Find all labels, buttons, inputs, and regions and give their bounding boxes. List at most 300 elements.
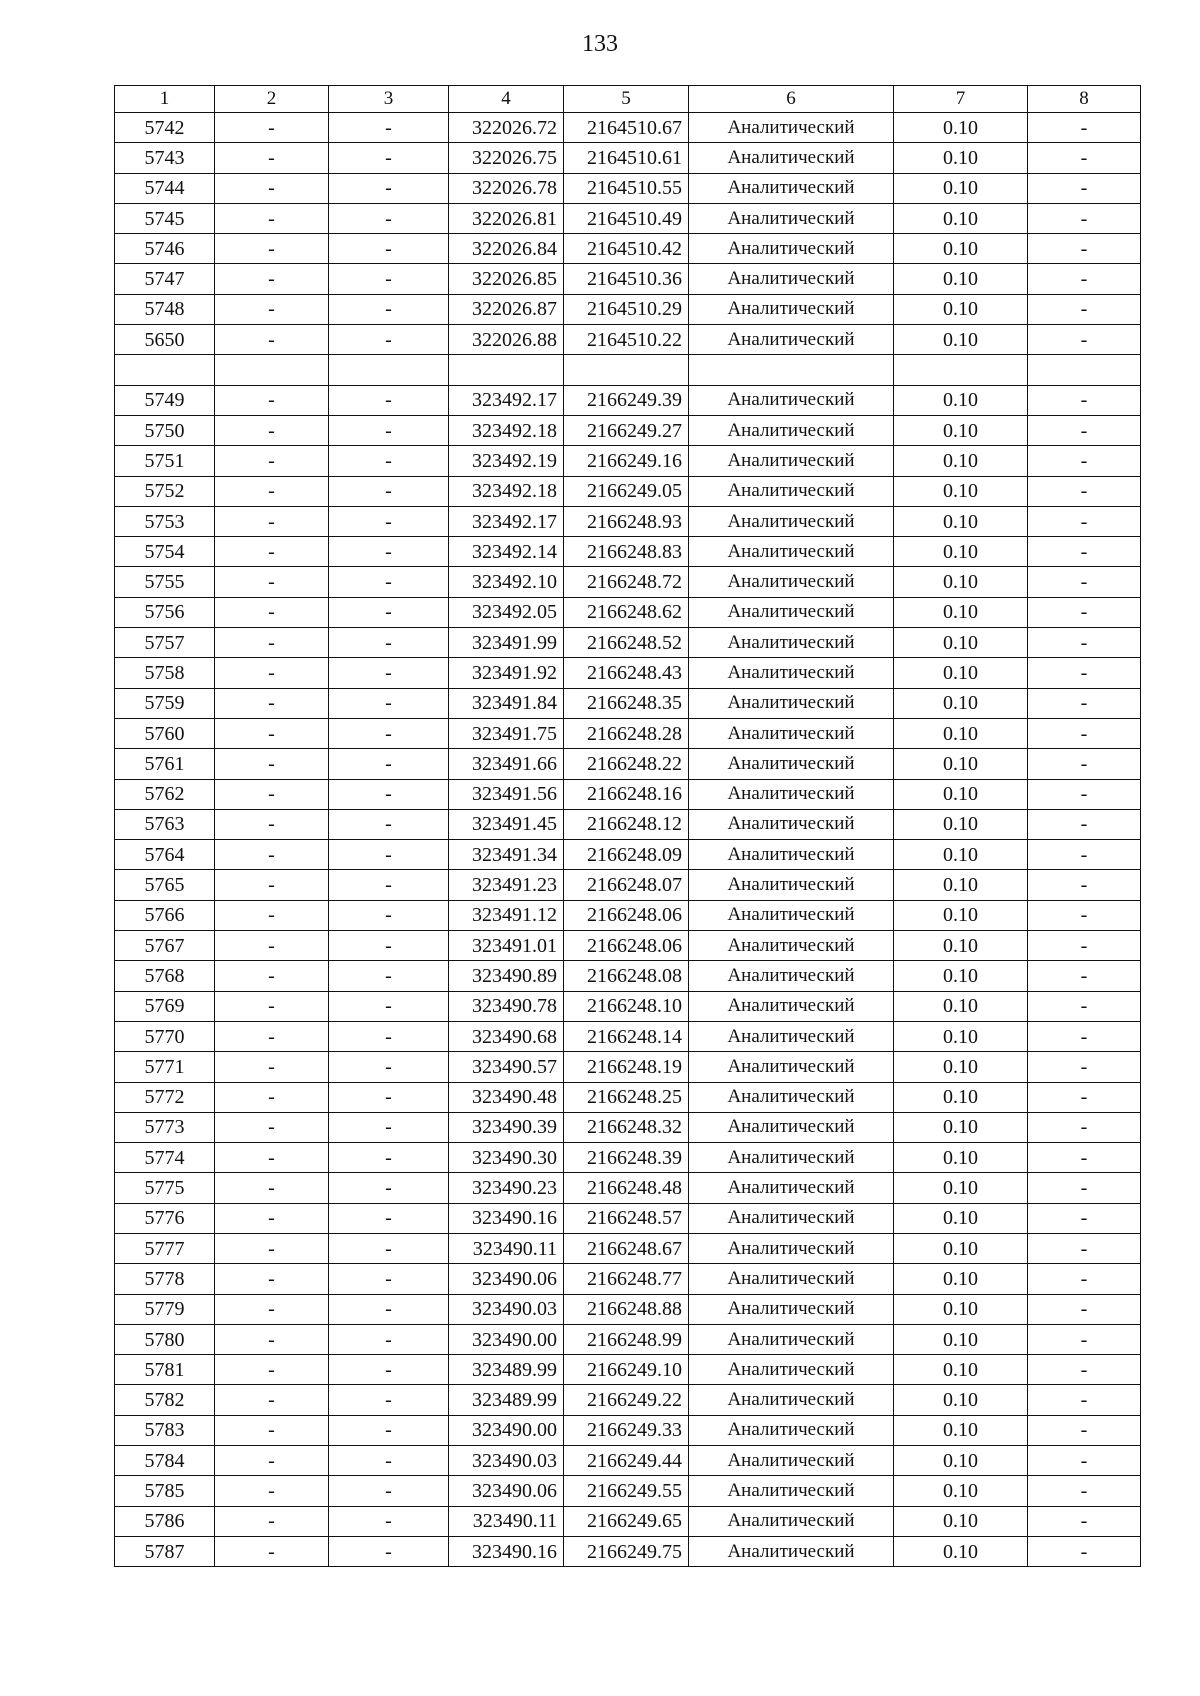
table-cell: Аналитический [689, 1294, 894, 1324]
table-cell: - [1028, 840, 1141, 870]
table-cell: - [329, 1385, 449, 1415]
table-cell: - [329, 658, 449, 688]
table-cell: - [329, 1021, 449, 1051]
table-cell: - [215, 900, 329, 930]
table-row [115, 597, 1141, 627]
column-header: 6 [689, 86, 894, 113]
table-cell: - [215, 1324, 329, 1354]
table-cell: 5751 [115, 446, 215, 476]
table-cell: 0.10 [894, 1506, 1028, 1536]
table-cell: 5781 [115, 1355, 215, 1385]
table-cell: - [1028, 870, 1141, 900]
table-cell: - [329, 900, 449, 930]
table-cell: - [329, 1446, 449, 1476]
table-cell: - [329, 809, 449, 839]
table-cell: 2166249.10 [564, 1355, 689, 1385]
table-cell: Аналитический [689, 1112, 894, 1142]
table-cell: - [329, 1143, 449, 1173]
table-cell: 5754 [115, 537, 215, 567]
table-cell: 0.10 [894, 809, 1028, 839]
table-cell: 0.10 [894, 931, 1028, 961]
table-row [115, 1112, 1141, 1142]
table-cell: 2164510.22 [564, 325, 689, 355]
table-row [115, 1082, 1141, 1112]
table-row [115, 113, 1141, 143]
table-cell: 0.10 [894, 446, 1028, 476]
table-cell: - [329, 991, 449, 1021]
coordinates-table [114, 85, 1141, 1567]
table-cell: 2164510.42 [564, 234, 689, 264]
table-cell: Аналитический [689, 385, 894, 415]
table-cell: Аналитический [689, 506, 894, 536]
table-cell: 0.10 [894, 749, 1028, 779]
table-cell: Аналитический [689, 779, 894, 809]
table-cell: 2166248.72 [564, 567, 689, 597]
table-cell: - [215, 961, 329, 991]
table-row [115, 1506, 1141, 1536]
table-cell: 5761 [115, 749, 215, 779]
table-cell: 2166248.99 [564, 1324, 689, 1354]
table-cell: 0.10 [894, 1082, 1028, 1112]
table-cell: 323492.14 [449, 537, 564, 567]
table-cell: 0.10 [894, 294, 1028, 324]
table-row [115, 1021, 1141, 1051]
table-cell: 323490.11 [449, 1506, 564, 1536]
table-cell: 323489.99 [449, 1355, 564, 1385]
table-cell: 2166248.48 [564, 1173, 689, 1203]
table-cell: 323490.00 [449, 1415, 564, 1445]
table-cell: - [215, 143, 329, 173]
table-cell: 323490.57 [449, 1052, 564, 1082]
table-cell: 2166249.33 [564, 1415, 689, 1445]
table-cell: - [1028, 1112, 1141, 1142]
table-cell [564, 355, 689, 385]
table-cell: 5764 [115, 840, 215, 870]
table-cell: - [215, 840, 329, 870]
table-cell: - [1028, 415, 1141, 445]
table-cell: - [215, 1385, 329, 1415]
table-cell: - [215, 567, 329, 597]
table-cell: 2166249.27 [564, 415, 689, 445]
table-cell: 2166248.62 [564, 597, 689, 627]
table-cell: 5758 [115, 658, 215, 688]
table-row [115, 991, 1141, 1021]
table-cell: Аналитический [689, 567, 894, 597]
table-cell: 323490.03 [449, 1446, 564, 1476]
table-cell: - [329, 1324, 449, 1354]
table-cell: - [329, 143, 449, 173]
table-cell: - [215, 446, 329, 476]
table-cell: 2164510.29 [564, 294, 689, 324]
table-cell: Аналитический [689, 900, 894, 930]
table-cell: 0.10 [894, 870, 1028, 900]
table-row [115, 749, 1141, 779]
table-cell: Аналитический [689, 870, 894, 900]
table-cell: - [215, 173, 329, 203]
table-cell: 5777 [115, 1233, 215, 1263]
table-cell: Аналитический [689, 1203, 894, 1233]
table-cell: - [1028, 203, 1141, 233]
table-cell: - [1028, 931, 1141, 961]
table-cell: 322026.78 [449, 173, 564, 203]
table-cell: - [329, 931, 449, 961]
table-cell: 5763 [115, 809, 215, 839]
table-cell: - [1028, 779, 1141, 809]
table-cell: - [215, 1264, 329, 1294]
table-row [115, 1294, 1141, 1324]
table-cell: - [329, 1294, 449, 1324]
table-row [115, 1415, 1141, 1445]
table-cell: 5753 [115, 506, 215, 536]
table-cell: Аналитический [689, 264, 894, 294]
table-row [115, 537, 1141, 567]
table-row [115, 446, 1141, 476]
table-cell: 2166248.14 [564, 1021, 689, 1051]
table-cell [894, 355, 1028, 385]
table-cell [215, 355, 329, 385]
table-cell: - [329, 1264, 449, 1294]
table-cell: 5783 [115, 1415, 215, 1445]
table-cell: 5750 [115, 415, 215, 445]
table-row [115, 415, 1141, 445]
table-cell: 0.10 [894, 1446, 1028, 1476]
table-cell: - [329, 597, 449, 627]
table-cell: Аналитический [689, 1506, 894, 1536]
table-cell: 5746 [115, 234, 215, 264]
table-row [115, 1203, 1141, 1233]
table-row [115, 1052, 1141, 1082]
table-cell: - [215, 749, 329, 779]
table-cell: 2166249.39 [564, 385, 689, 415]
table-cell: 5745 [115, 203, 215, 233]
table-cell: 0.10 [894, 476, 1028, 506]
table-cell: Аналитический [689, 446, 894, 476]
table-cell: - [1028, 749, 1141, 779]
table-cell: 0.10 [894, 506, 1028, 536]
table-cell: - [215, 1052, 329, 1082]
table-row [115, 931, 1141, 961]
table-cell: - [1028, 991, 1141, 1021]
table-row [115, 1536, 1141, 1566]
table-cell: - [1028, 1415, 1141, 1445]
table-cell: - [215, 325, 329, 355]
table-cell: 2164510.36 [564, 264, 689, 294]
table-cell: - [1028, 1203, 1141, 1233]
table-cell: - [329, 415, 449, 445]
table-cell: - [215, 628, 329, 658]
table-row [115, 688, 1141, 718]
table-cell: - [329, 113, 449, 143]
table-cell: - [1028, 1082, 1141, 1112]
table-cell: - [1028, 1173, 1141, 1203]
table-cell: 0.10 [894, 1476, 1028, 1506]
table-cell: 322026.87 [449, 294, 564, 324]
table-cell: Аналитический [689, 203, 894, 233]
table-cell: 2166249.65 [564, 1506, 689, 1536]
table-cell: 2164510.49 [564, 203, 689, 233]
table-cell: 5768 [115, 961, 215, 991]
table-cell: Аналитический [689, 113, 894, 143]
table-cell [449, 355, 564, 385]
column-header: 4 [449, 86, 564, 113]
table-cell: - [329, 567, 449, 597]
table-cell: 323490.89 [449, 961, 564, 991]
table-cell: - [1028, 688, 1141, 718]
table-cell: Аналитический [689, 1143, 894, 1173]
table-cell: 2166249.44 [564, 1446, 689, 1476]
page-number: 133 [582, 31, 618, 57]
table-cell: 322026.75 [449, 143, 564, 173]
table-cell: - [215, 203, 329, 233]
table-cell: - [1028, 718, 1141, 748]
table-cell: Аналитический [689, 476, 894, 506]
table-cell: 5775 [115, 1173, 215, 1203]
column-header: 3 [329, 86, 449, 113]
table-row [115, 506, 1141, 536]
table-cell: - [1028, 1355, 1141, 1385]
table-cell: 323491.99 [449, 628, 564, 658]
table-cell: 5767 [115, 931, 215, 961]
table-cell: Аналитический [689, 415, 894, 445]
table-cell: - [329, 446, 449, 476]
table-row [115, 234, 1141, 264]
table-row [115, 840, 1141, 870]
table-cell: Аналитический [689, 1385, 894, 1415]
table-cell: - [1028, 385, 1141, 415]
table-cell: 323492.10 [449, 567, 564, 597]
table-cell: 323491.45 [449, 809, 564, 839]
table-cell: - [329, 476, 449, 506]
table-cell: 2164510.55 [564, 173, 689, 203]
table-cell: 2166249.55 [564, 1476, 689, 1506]
table-cell: - [215, 1173, 329, 1203]
table-cell: 323489.99 [449, 1385, 564, 1415]
table-cell: Аналитический [689, 840, 894, 870]
table-cell: 0.10 [894, 234, 1028, 264]
table-cell: 2166248.52 [564, 628, 689, 658]
table-row [115, 809, 1141, 839]
table-cell: - [329, 870, 449, 900]
table-cell: 5755 [115, 567, 215, 597]
table-cell: - [1028, 1476, 1141, 1506]
table-cell: - [215, 1143, 329, 1173]
table-cell: 0.10 [894, 1385, 1028, 1415]
table-cell: - [1028, 325, 1141, 355]
table-cell: - [215, 1536, 329, 1566]
table-cell: Аналитический [689, 1082, 894, 1112]
table-row [115, 870, 1141, 900]
table-cell: - [1028, 1536, 1141, 1566]
table-cell: 0.10 [894, 840, 1028, 870]
table-cell: 0.10 [894, 113, 1028, 143]
table-cell: Аналитический [689, 1415, 894, 1445]
table-cell: 5766 [115, 900, 215, 930]
table-cell: 323490.03 [449, 1294, 564, 1324]
table-cell: 0.10 [894, 1233, 1028, 1263]
table-cell: - [215, 597, 329, 627]
table-cell: - [215, 234, 329, 264]
table-header-row [115, 86, 1141, 113]
table-cell: 0.10 [894, 718, 1028, 748]
table-cell: 322026.72 [449, 113, 564, 143]
table-cell: 2166248.06 [564, 931, 689, 961]
table-row [115, 1476, 1141, 1506]
table-cell: 2166249.16 [564, 446, 689, 476]
table-cell: 0.10 [894, 1264, 1028, 1294]
table-row [115, 476, 1141, 506]
table-cell: - [1028, 143, 1141, 173]
table-cell: 2166248.19 [564, 1052, 689, 1082]
table-cell: 322026.88 [449, 325, 564, 355]
table-cell: - [215, 809, 329, 839]
table-cell: 5780 [115, 1324, 215, 1354]
table-cell: 323492.17 [449, 385, 564, 415]
table-cell: - [215, 931, 329, 961]
table-cell: 323490.23 [449, 1173, 564, 1203]
table-cell: - [1028, 1052, 1141, 1082]
table-cell: 0.10 [894, 658, 1028, 688]
table-cell: - [215, 1415, 329, 1445]
table-cell: - [1028, 294, 1141, 324]
table-cell: 323491.92 [449, 658, 564, 688]
table-cell: Аналитический [689, 173, 894, 203]
table-row [115, 203, 1141, 233]
table-cell: 0.10 [894, 1112, 1028, 1142]
table-cell: - [215, 294, 329, 324]
table-cell: 2166248.22 [564, 749, 689, 779]
table-cell: 0.10 [894, 991, 1028, 1021]
table-cell: 2166248.12 [564, 809, 689, 839]
table-cell: 323490.16 [449, 1536, 564, 1566]
table-cell: - [329, 840, 449, 870]
table-cell: 0.10 [894, 1052, 1028, 1082]
table-cell: 5762 [115, 779, 215, 809]
table-cell: - [329, 628, 449, 658]
table-cell: Аналитический [689, 688, 894, 718]
table-cell: Аналитический [689, 537, 894, 567]
table-cell: 2166248.07 [564, 870, 689, 900]
table-cell: 323492.19 [449, 446, 564, 476]
table-cell: - [215, 991, 329, 1021]
table-cell: - [1028, 537, 1141, 567]
table-cell: - [329, 1052, 449, 1082]
table-cell: - [1028, 264, 1141, 294]
table-cell: 323491.01 [449, 931, 564, 961]
table-cell: 323490.11 [449, 1233, 564, 1263]
table-cell: 323492.17 [449, 506, 564, 536]
table-row [115, 718, 1141, 748]
table-cell: 2166249.05 [564, 476, 689, 506]
table-cell: Аналитический [689, 1052, 894, 1082]
table-cell: - [1028, 234, 1141, 264]
table-cell: 0.10 [894, 567, 1028, 597]
table-cell: 5785 [115, 1476, 215, 1506]
table-cell: Аналитический [689, 325, 894, 355]
table-row [115, 143, 1141, 173]
table-cell: Аналитический [689, 1476, 894, 1506]
table-row [115, 264, 1141, 294]
table-cell: 0.10 [894, 597, 1028, 627]
table-row [115, 1355, 1141, 1385]
table-cell: 2166248.67 [564, 1233, 689, 1263]
table-cell: Аналитический [689, 1355, 894, 1385]
table-row [115, 779, 1141, 809]
table-cell: 0.10 [894, 1415, 1028, 1445]
table-cell: 5756 [115, 597, 215, 627]
table-cell: 0.10 [894, 1143, 1028, 1173]
table-cell: - [329, 173, 449, 203]
table-cell: 2164510.61 [564, 143, 689, 173]
table-cell: 323492.05 [449, 597, 564, 627]
table-cell: - [1028, 1021, 1141, 1051]
table-cell: 5787 [115, 1536, 215, 1566]
table-cell: - [215, 1294, 329, 1324]
table-cell: 323492.18 [449, 476, 564, 506]
table-cell: - [215, 506, 329, 536]
table-row [115, 658, 1141, 688]
table-cell: - [1028, 476, 1141, 506]
table-cell: - [1028, 658, 1141, 688]
table-cell: - [215, 1506, 329, 1536]
table-cell: 5744 [115, 173, 215, 203]
table-cell: Аналитический [689, 628, 894, 658]
table-row [115, 1143, 1141, 1173]
table-cell: - [215, 415, 329, 445]
table-cell: - [215, 1476, 329, 1506]
table-cell [689, 355, 894, 385]
table-cell: 2166248.35 [564, 688, 689, 718]
table-cell: 0.10 [894, 1021, 1028, 1051]
table-cell: 2166248.43 [564, 658, 689, 688]
table-cell: 2166248.83 [564, 537, 689, 567]
table-cell: - [1028, 628, 1141, 658]
table-row [115, 900, 1141, 930]
table-cell: Аналитический [689, 1446, 894, 1476]
table-cell: - [329, 1506, 449, 1536]
table-cell: 2166248.25 [564, 1082, 689, 1112]
table-row [115, 1264, 1141, 1294]
table-cell: Аналитический [689, 658, 894, 688]
table-cell: - [1028, 1385, 1141, 1415]
table-cell: 5771 [115, 1052, 215, 1082]
table-cell: - [1028, 961, 1141, 991]
table-cell: - [329, 1536, 449, 1566]
table-cell: Аналитический [689, 1021, 894, 1051]
table-cell: 323491.34 [449, 840, 564, 870]
table-cell: Аналитический [689, 1173, 894, 1203]
column-header: 8 [1028, 86, 1141, 113]
table-cell: Аналитический [689, 809, 894, 839]
table-cell: - [329, 779, 449, 809]
table-cell: - [1028, 113, 1141, 143]
table-row [115, 628, 1141, 658]
table-cell: - [329, 264, 449, 294]
table-cell: 5743 [115, 143, 215, 173]
table-cell: - [1028, 900, 1141, 930]
table-cell: 323490.06 [449, 1264, 564, 1294]
table-cell: 2164510.67 [564, 113, 689, 143]
table-cell: 5782 [115, 1385, 215, 1415]
table-cell: 0.10 [894, 415, 1028, 445]
table-cell: Аналитический [689, 1264, 894, 1294]
table-cell: 2166248.88 [564, 1294, 689, 1324]
table-cell: 0.10 [894, 203, 1028, 233]
table-cell: - [215, 779, 329, 809]
table-cell: 323491.66 [449, 749, 564, 779]
table-cell: 5776 [115, 1203, 215, 1233]
table-cell: 323490.00 [449, 1324, 564, 1354]
table-cell: - [329, 1233, 449, 1263]
